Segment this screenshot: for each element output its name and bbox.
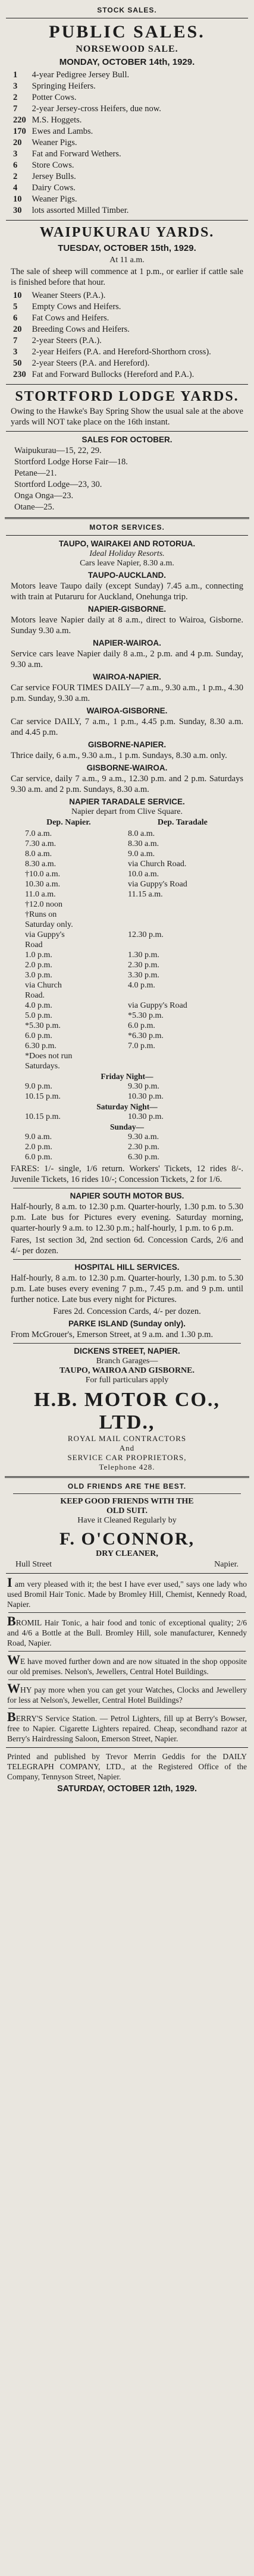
route-text: Thrice daily, 6 a.m., 9.30 a.m., 1 p.m. Sundays, 8.30 a.m. only. xyxy=(11,751,227,760)
timetable xyxy=(7,829,247,1071)
timetable-cell-napier: via Guppy's Road xyxy=(25,930,65,949)
timetable-cell-napier: †10.0 a.m. xyxy=(25,870,61,879)
timetable-cell-napier: via Church Road. xyxy=(25,981,62,1000)
route-text: Fares, 1st section 3d, 2nd section 6d. Concession Cards, 2/6 and 4/- per dozen. xyxy=(11,1235,243,1256)
divider xyxy=(6,431,248,432)
timetable-cell-napier: 8.30 a.m. xyxy=(25,860,57,869)
route-title: GISBORNE-NAPIER. xyxy=(87,740,167,749)
divider xyxy=(6,1573,248,1574)
timetable-cell-napier: 10.30 a.m. xyxy=(25,880,61,889)
route-title: NAPIER TARADALE SERVICE. xyxy=(69,797,185,806)
timetable-cell-taradale: 8.0 a.m. xyxy=(128,829,155,838)
ad-public-sales xyxy=(7,22,247,216)
list-item: Waipukurau—15, 22, 29. xyxy=(14,446,102,455)
list-item: 7 2-year Jersey-cross Heifers, due now. xyxy=(13,104,161,114)
timetable-cell-napier: 2.0 p.m. xyxy=(25,1143,52,1152)
route-text: Car service, daily 7 a.m., 9 a.m., 12.30 p.m. and 2 p.m. Saturdays 9.30 a.m. and 2 p.m. Sundays, 8.30 a.m. xyxy=(11,774,243,794)
timetable-row xyxy=(25,1081,223,1092)
apply-text: For full particulars apply xyxy=(85,1376,169,1385)
ad-sales-for-october xyxy=(7,435,247,513)
timetable-cell-taradale: *6.30 p.m. xyxy=(128,1031,164,1040)
list-item: Otane—25. xyxy=(14,502,55,512)
route-text: Cars leave Napier, 8.30 a.m. xyxy=(80,559,174,568)
route-text: Car service DAILY, 7 a.m., 1 p.m., 4.45 p.m. Sunday, 8.30 a.m. and 4.45 p.m. xyxy=(11,717,243,737)
timetable-cell-napier: 5.0 p.m. xyxy=(25,1011,52,1020)
list-item: 6 Store Cows. xyxy=(13,161,74,170)
sale-notice: The sale of sheep will commence at 1 p.m., or earlier if cattle sale is finished before that hour. xyxy=(11,267,243,287)
list-item: Stortford Lodge Horse Fair—18. xyxy=(14,457,128,467)
timetable-row xyxy=(25,1142,223,1152)
list-item: 20 Breeding Cows and Heifers. xyxy=(13,325,130,334)
route-title: NAPIER-WAIROA. xyxy=(93,639,161,647)
timetable-cell-taradale: via Church Road. xyxy=(128,860,187,869)
address-line xyxy=(15,1560,239,1569)
timetable-row xyxy=(25,889,223,899)
route-text: Car service FOUR TIMES DAILY—7 a.m., 9.30 a.m., 1 p.m., 4.30 p.m. Sunday, 9.30 a.m. xyxy=(11,683,243,703)
timetable-row xyxy=(25,829,223,839)
list-item: 5 Empty Cows and Heifers. xyxy=(13,302,121,312)
ad-taupo-service xyxy=(7,539,247,1472)
timetable-cell-taradale xyxy=(128,899,223,910)
ad-oconnor xyxy=(7,1482,247,1569)
timetable-cell-napier: 7.0 a.m. xyxy=(25,829,52,838)
route-title: NAPIER-GISBORNE. xyxy=(87,605,167,614)
sale-date: TUESDAY, OCTOBER 15th, 1929. xyxy=(58,243,196,253)
timetable-cell-napier: 9.0 a.m. xyxy=(25,1133,52,1141)
list-item: 4 Dairy Cows. xyxy=(13,183,76,193)
ad-line: KEEP GOOD FRIENDS WITH THE xyxy=(60,1497,194,1506)
route-text: Half-hourly, 8 a.m. to 12.30 p.m. Quarter-hourly, 1.30 p.m. to 5.30 p.m. Late buses every evening 7 p.m., 7.45 p.m. and 9 p.m. until further notice. Late bus every night for Pictures. xyxy=(11,1273,243,1304)
timetable-cell-taradale: 4.0 p.m. xyxy=(128,981,155,990)
timetable-col-napier: Dep. Napier. xyxy=(46,818,91,827)
timetable-cell-napier: †Runs on Saturday only. xyxy=(25,910,73,929)
list-item: 7 2-year Steers (P.A.). xyxy=(13,336,102,345)
ad-title: OLD FRIENDS ARE THE BEST. xyxy=(67,1482,187,1490)
sale-item-list xyxy=(7,290,247,380)
list-item: Stortford Lodge—23, 30. xyxy=(14,480,102,489)
route-text: Motors leave Taupo daily (except Sunday) 7.45 a.m., connecting with train at Putaruru for Auckland, Onehunga trip. xyxy=(11,581,243,602)
timetable-subhead: Friday Night— xyxy=(101,1072,153,1081)
timetable-cell-taradale xyxy=(128,1051,223,1071)
ad-subtitle: NORSEWOOD SALE. xyxy=(76,44,178,54)
list-item: Petane—21. xyxy=(14,468,57,478)
timetable-cell-taradale: 6.0 p.m. xyxy=(128,1021,155,1030)
fares-text: FARES: 1/- single, 1/6 return. Workers' Tickets, 12 rides 8/-. Juvenile Tickets, 16 rides 10/-; Concession Tickets, 2 for 1/6. xyxy=(11,1164,243,1184)
timetable-row xyxy=(25,910,223,930)
timetable-cell-napier: 8.0 a.m. xyxy=(25,850,52,858)
timetable-row xyxy=(25,960,223,970)
timetable-row xyxy=(25,980,223,1001)
list-item: 50 2-year Steers (P.A. and Hereford). xyxy=(13,358,150,368)
route-text: From McGrouer's, Emerson Street, at 9 a.m. and 1.30 p.m. xyxy=(11,1330,214,1339)
issue-date: SATURDAY, OCTOBER 12th, 1929. xyxy=(57,1784,197,1794)
classified-bromil-2: BROMIL Hair Tonic, a hair food and tonic of exceptional quality; 2/6 and 4/6 a Bottle at the Bull. Bromley Hill, sole manufacturer, Kennedy Road, Napier. xyxy=(7,1613,247,1647)
timetable-cell-taradale: 11.15 a.m. xyxy=(128,890,163,899)
route-title: TAUPO, WAIRAKEI AND ROTORUA. xyxy=(58,539,196,548)
route-text: Half-hourly, 8 a.m. to 12.30 p.m. Quarter-hourly, 1.30 p.m. to 5.30 p.m. Late bus for Pictures every evening. Saturday morning, quarter-hourly 9 a.m. to 12.30 p.m.; half-hourly, 1 p.m. to 6 p.m. xyxy=(11,1202,243,1233)
list-item: 20 Weaner Pigs. xyxy=(13,138,77,147)
divider xyxy=(6,1747,248,1748)
timetable-row xyxy=(25,1011,223,1021)
route-subtitle: Ideal Holiday Resorts. xyxy=(89,549,165,558)
printer-imprint: Printed and published by Trevor Merrin Geddis for the DAILY TELEGRAPH COMPANY, LTD., at the Registered Office of the Company, Tennyson Street, Napier. xyxy=(7,1752,247,1781)
route-text: Service cars leave Napier daily 8 a.m., 2 p.m. and 4 p.m. Sunday, 9.30 a.m. xyxy=(11,649,243,669)
list-item: 2 Jersey Bulls. xyxy=(13,172,76,181)
list-item: 10 Weaner Steers (P.A.). xyxy=(13,291,106,300)
route-title: DICKENS STREET, NAPIER. xyxy=(74,1347,180,1355)
timetable-cell-napier: 2.0 p.m. xyxy=(25,961,52,970)
list-item: 3 Springing Heifers. xyxy=(13,81,96,91)
route-subtitle: Napier depart from Clive Square. xyxy=(71,807,183,816)
timetable-cell-taradale: 10.30 p.m. xyxy=(128,1112,164,1121)
timetable-cell-napier: 3.0 p.m. xyxy=(25,971,52,980)
timetable-row xyxy=(25,1001,223,1011)
timetable-cell-taradale: *5.30 p.m. xyxy=(128,1011,164,1020)
sale-time: At 11 a.m. xyxy=(109,256,145,265)
newspaper-page xyxy=(2,0,252,1800)
timetable-subhead: Sunday— xyxy=(109,1122,145,1131)
timetable-cell-napier: 10.15 p.m. xyxy=(25,1092,61,1101)
list-item: 170 Ewes and Lambs. xyxy=(13,127,93,136)
divider xyxy=(13,1493,241,1494)
list-item: Onga Onga—23. xyxy=(14,491,74,501)
timetable xyxy=(7,1132,247,1162)
timetable-row xyxy=(25,839,223,849)
timetable-cell-napier: 6.0 p.m. xyxy=(25,1031,52,1040)
divider xyxy=(8,1679,246,1680)
timetable-cell-taradale: 9.30 p.m. xyxy=(128,1082,159,1091)
ad-stortford-lodge xyxy=(7,388,247,427)
divider xyxy=(8,1612,246,1613)
timetable-cell-taradale: 9.30 a.m. xyxy=(128,1133,159,1141)
timetable-cell-napier: 6.0 p.m. xyxy=(25,1153,52,1162)
timetable-cell-taradale: via Guppy's Road xyxy=(128,880,187,889)
list-item: 1 4-year Pedigree Jersey Bull. xyxy=(13,70,130,80)
timetable-row xyxy=(25,1092,223,1102)
classified-bromil-1: I am very pleased with it; the best I have ever used," says one lady who used Bromil Hair Tonic. Made by Bromley Hill, Chemist, Kennedy Road, Napier. xyxy=(7,1575,247,1609)
timetable-cell-taradale: via Guppy's Road xyxy=(128,1001,187,1010)
ad-line: OLD SUIT. xyxy=(106,1506,148,1515)
timetable-row xyxy=(25,1031,223,1041)
route-text: Fares 2d. Concession Cards, 4/- per dozen. xyxy=(53,1307,201,1316)
timetable-row xyxy=(25,859,223,869)
timetable-cell-taradale: 10.0 a.m. xyxy=(128,870,159,879)
branch-label: Branch Garages— xyxy=(96,1357,158,1366)
route-text: Motors leave Napier daily at 8 a.m., direct to Wairoa, Gisborne. Sunday 9.30 a.m. xyxy=(11,615,243,636)
timetable-cell-napier: 11.0 a.m. xyxy=(25,890,56,899)
list-item: 3 2-year Heifers (P.A. and Hereford-Shorthorn cross). xyxy=(13,347,211,357)
timetable-cell-taradale: 2.30 p.m. xyxy=(128,1143,159,1152)
timetable-cell-taradale: 12.30 p.m. xyxy=(128,930,164,939)
timetable-row xyxy=(25,1041,223,1051)
company-name: H.B. MOTOR CO., LTD., xyxy=(34,1389,220,1433)
branch-list: TAUPO, WAIROA AND GISBORNE. xyxy=(59,1366,195,1375)
timetable-cell-napier: 4.0 p.m. xyxy=(25,1001,52,1010)
route-title: NAPIER SOUTH MOTOR BUS. xyxy=(70,1191,184,1200)
timetable-row xyxy=(25,930,223,950)
company-line: And xyxy=(119,1443,135,1452)
list-item: 230 Fat and Forward Bullocks (Hereford and P.A.). xyxy=(13,370,195,379)
classified-berrys: BERRY'S Service Station. — Petrol Lighters, fill up at Berry's Bowser, free to Napier. Cigarette Lighters repaired. Cheap, secondhand razor at Berry's Hairdressing Saloon, Emerson Street, Napier. xyxy=(7,1709,247,1743)
list-item: 3 Fat and Forward Wethers. xyxy=(13,149,121,159)
address-street: Hull Street xyxy=(15,1560,52,1569)
timetable-cell-napier: 6.30 p.m. xyxy=(25,1042,57,1050)
timetable-row xyxy=(25,1152,223,1162)
timetable-row xyxy=(25,970,223,980)
divider xyxy=(5,517,249,519)
divider xyxy=(13,1343,241,1344)
route-title: WAIROA-NAPIER. xyxy=(93,672,161,681)
company-line: ROYAL MAIL CONTRACTORS xyxy=(67,1434,187,1443)
list-item: 6 Fat Cows and Heifers. xyxy=(13,313,109,323)
section-header-stock-sales: STOCK SALES. xyxy=(97,6,157,14)
timetable-col-taradale: Dep. Taradale xyxy=(157,818,208,827)
ad-waipukurau-yards xyxy=(7,224,247,380)
timetable-row xyxy=(25,1051,223,1071)
ad-title: SALES FOR OCTOBER. xyxy=(81,435,173,444)
route-title: TAUPO-AUCKLAND. xyxy=(88,571,166,580)
timetable-subhead: Saturday Night— xyxy=(96,1102,158,1111)
timetable-cell-napier: *Does not run Saturdays. xyxy=(25,1052,73,1071)
divider xyxy=(6,535,248,536)
sale-notice: Owing to the Hawke's Bay Spring Show the usual sale at the above yards will NOT take place on the 16th instant. xyxy=(11,407,243,427)
timetable-cell-napier: 7.30 a.m. xyxy=(25,839,57,848)
timetable-row xyxy=(25,869,223,879)
timetable-cell-napier: †12.0 noon xyxy=(25,900,62,909)
timetable-cell-taradale xyxy=(128,910,223,930)
timetable xyxy=(7,1112,247,1122)
timetable-cell-taradale: 8.30 a.m. xyxy=(128,839,159,848)
divider xyxy=(8,1651,246,1652)
timetable-cell-taradale: 9.0 a.m. xyxy=(128,850,155,858)
timetable-header xyxy=(13,818,241,828)
timetable-row xyxy=(25,1112,223,1122)
classified-why-pay: WHY pay more when you can get your Watches, Clocks and Jewellery for less at Nelson's, Jeweller, Central Hotel Buildings? xyxy=(7,1681,247,1704)
ad-title: PUBLIC SALES. xyxy=(49,22,205,42)
timetable-row xyxy=(25,879,223,889)
timetable-cell-napier: 10.15 p.m. xyxy=(25,1112,61,1121)
ad-title: STORTFORD LODGE YARDS. xyxy=(15,389,239,404)
sale-item-list xyxy=(7,70,247,216)
list-item: 30 lots assorted Milled Timber. xyxy=(13,206,129,215)
route-title: PARKE ISLAND (Sunday only). xyxy=(68,1319,186,1328)
divider xyxy=(8,1708,246,1709)
timetable-cell-taradale: 6.30 p.m. xyxy=(128,1153,159,1162)
route-title: HOSPITAL HILL SERVICES. xyxy=(74,1263,180,1272)
timetable-cell-taradale: 2.30 p.m. xyxy=(128,961,159,970)
timetable-cell-taradale: 1.30 p.m. xyxy=(128,951,159,960)
timetable-cell-taradale: 10.30 p.m. xyxy=(128,1092,164,1101)
timetable-row xyxy=(25,849,223,859)
timetable-cell-taradale: 3.30 p.m. xyxy=(128,971,159,980)
timetable-cell-napier: *5.30 p.m. xyxy=(25,1021,61,1030)
address-city: Napier. xyxy=(214,1560,239,1569)
route-title: GISBORNE-WAIROA. xyxy=(86,763,168,772)
list-item: 2 Potter Cows. xyxy=(13,93,77,102)
timetable-row xyxy=(25,1132,223,1142)
company-line: DRY CLEANER, xyxy=(96,1549,158,1558)
divider xyxy=(5,1476,249,1478)
ad-title: WAIPUKURAU YARDS. xyxy=(39,225,215,240)
company-name: F. O'CONNOR, xyxy=(59,1529,195,1549)
timetable-cell-napier: 1.0 p.m. xyxy=(25,951,52,960)
section-header-motor-services: MOTOR SERVICES. xyxy=(89,523,165,531)
company-line: SERVICE CAR PROPRIETORS, xyxy=(67,1453,187,1462)
timetable-row xyxy=(25,899,223,910)
divider xyxy=(6,220,248,221)
timetable-row xyxy=(25,1021,223,1031)
timetable-cell-napier: 9.0 p.m. xyxy=(25,1082,52,1091)
ad-line: Have it Cleaned Regularly by xyxy=(77,1516,177,1525)
sale-date-list xyxy=(7,445,247,513)
list-item: 10 Weaner Pigs. xyxy=(13,194,77,204)
divider xyxy=(6,384,248,385)
list-item: 220 M.S. Hoggets. xyxy=(13,115,82,125)
timetable xyxy=(7,1081,247,1102)
timetable-row xyxy=(25,950,223,960)
route-title: WAIROA-GISBORNE. xyxy=(86,706,168,715)
classified-moved: WE have moved further down and are now situated in the shop opposite our old premises. Nelson's, Jewellers, Central Hotel Buildings. xyxy=(7,1652,247,1676)
timetable-cell-taradale: 7.0 p.m. xyxy=(128,1042,155,1050)
company-telephone: Telephone 428. xyxy=(99,1462,155,1471)
sale-date: MONDAY, OCTOBER 14th, 1929. xyxy=(59,57,195,67)
divider xyxy=(13,1259,241,1260)
